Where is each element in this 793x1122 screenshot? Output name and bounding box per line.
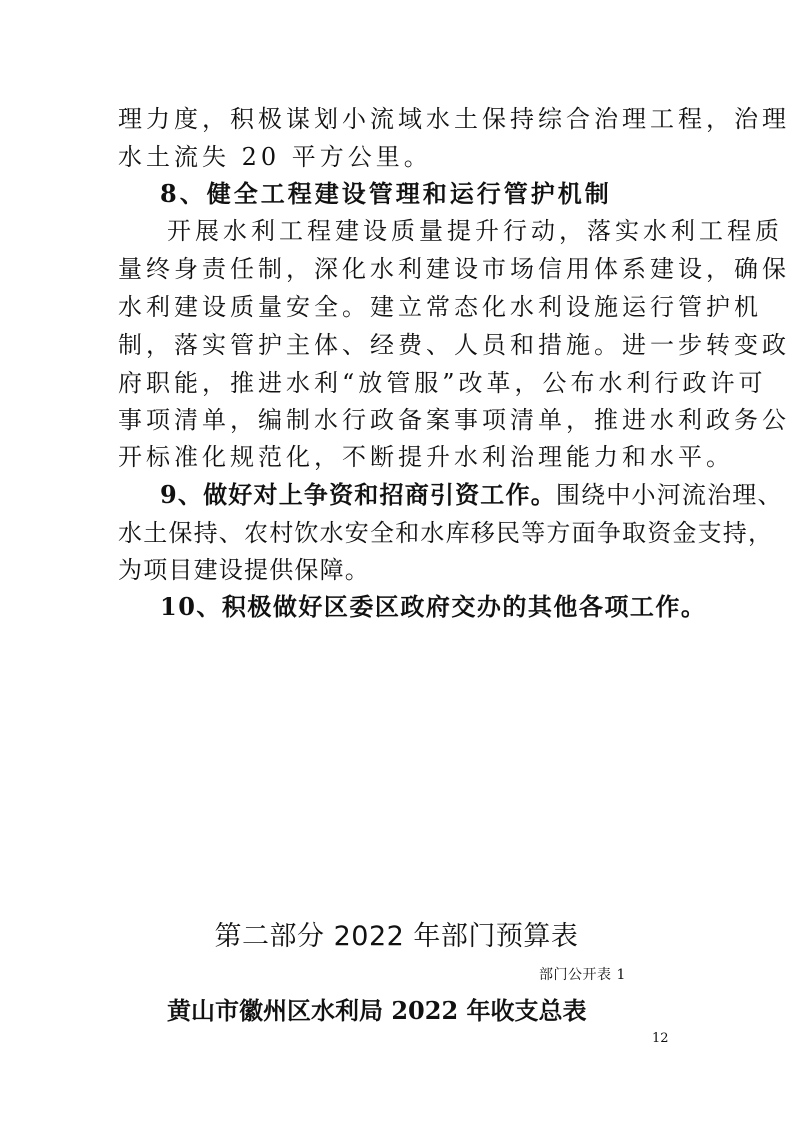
heading-item-10: 10、积极做好区委区政府交办的其他各项工作。	[160, 592, 707, 621]
section-title: 第二部分 2022 年部门预算表	[214, 921, 579, 952]
table-title: 黄山市徽州区水利局 2022 年收支总表	[167, 996, 587, 1025]
body-line-2: 水土流失 20 平方公里。	[118, 143, 432, 171]
page-number: 12	[652, 1031, 669, 1046]
body-line-4: 开展水利工程建设质量提升行动，落实水利工程质	[167, 217, 783, 245]
item-9-line	[160, 480, 783, 510]
item-9-heading: 9、做好对上争资和招商引资工作。	[160, 480, 556, 509]
body-line-6: 水利建设质量安全。建立常态化水利设施运行管护机	[118, 293, 762, 321]
item-9-line-2: 水土保持、农村饮水安全和水库移民等方面争取资金支持，	[118, 519, 774, 547]
item-9-text: 围绕中小河流治理、	[555, 481, 783, 509]
body-line-5: 量终身责任制，深化水利建设市场信用体系建设，确保	[118, 255, 790, 283]
body-line-10: 开标准化规范化，不断提升水利治理能力和水平。	[118, 443, 734, 471]
body-line-8: 府职能，推进水利“放管服”改革，公布水利行政许可	[118, 369, 767, 397]
item-9-line-3: 为项目建设提供保障。	[118, 556, 370, 584]
body-line-7: 制，落实管护主体、经费、人员和措施。进一步转变政	[118, 331, 790, 359]
body-line-9: 事项清单，编制水行政备案事项清单，推进水利政务公	[118, 406, 790, 434]
table-label: 部门公开表 1	[539, 967, 626, 983]
body-line-1: 理力度，积极谋划小流域水土保持综合治理工程，治理	[118, 105, 790, 133]
heading-item-8: 8、健全工程建设管理和运行管护机制	[160, 179, 612, 208]
